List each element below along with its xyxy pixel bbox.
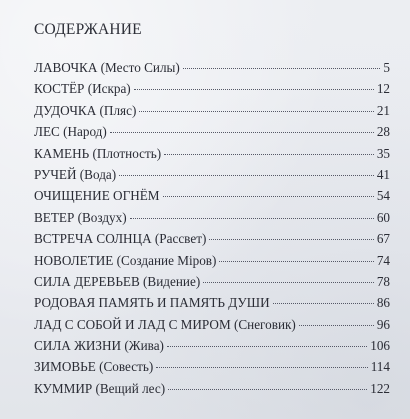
toc-entry-title: КОСТЁР (Искра) xyxy=(34,81,131,97)
toc-entry-page: 12 xyxy=(376,81,390,97)
toc-entry-page: 114 xyxy=(370,359,390,375)
dot-leader xyxy=(273,303,374,304)
toc-entry-page: 67 xyxy=(376,231,390,247)
toc-entry xyxy=(34,81,390,102)
toc-entry-page: 5 xyxy=(383,60,390,75)
dot-leader xyxy=(139,111,373,112)
toc-entry-title: ЗИМОВЬЕ (Совесть) xyxy=(34,359,154,375)
toc-entry-page: 41 xyxy=(376,166,390,182)
toc-entry xyxy=(34,317,390,338)
toc-entry-title: СИЛА ЖИЗНИ (Жива) xyxy=(34,338,164,354)
toc-entry xyxy=(34,359,390,380)
toc-entry-title: РУЧЕЙ (Вода) xyxy=(34,166,117,182)
toc-entry-page: 54 xyxy=(376,188,390,204)
dot-leader xyxy=(119,175,374,176)
dot-leader xyxy=(219,261,373,262)
toc-entry xyxy=(34,103,390,124)
toc-entry xyxy=(34,381,390,402)
toc-entry xyxy=(34,60,390,81)
toc-entry xyxy=(34,210,390,231)
dot-leader xyxy=(110,132,374,133)
dot-leader xyxy=(203,282,374,283)
toc-entry-page: 96 xyxy=(376,316,390,332)
toc-entry-title: ВСТРЕЧА СОЛНЦА (Рассвет) xyxy=(34,231,207,247)
toc-entry-title: КАМЕНЬ (Плотность) xyxy=(34,145,162,161)
toc-entry-page: 106 xyxy=(370,338,390,354)
dot-leader xyxy=(209,239,373,240)
toc-entry-page: 28 xyxy=(376,124,390,140)
dot-leader xyxy=(299,325,374,326)
toc-entry-page: 122 xyxy=(370,380,390,396)
dot-leader xyxy=(164,154,374,155)
toc-entry-title: НОВОЛЕТИЕ (Создание Міров) xyxy=(34,252,217,268)
dot-leader xyxy=(130,218,374,219)
toc-entry-page: 86 xyxy=(376,295,390,311)
page-title: СОДЕРЖАНИЕ xyxy=(34,21,142,38)
toc-entry xyxy=(34,124,390,145)
toc-entry xyxy=(34,338,390,359)
toc-entry xyxy=(34,188,390,209)
dot-leader xyxy=(156,367,367,368)
toc-entry-title: ЛЕС (Народ) xyxy=(34,124,107,140)
dot-leader xyxy=(183,68,381,69)
dot-leader xyxy=(163,196,374,197)
toc-entry-title: РОДОВАЯ ПАМЯТЬ И ПАМЯТЬ ДУШИ xyxy=(34,295,270,311)
toc-entry-page: 21 xyxy=(376,102,390,118)
toc-entry xyxy=(34,295,390,316)
toc-entry-page: 60 xyxy=(376,209,390,225)
toc-entry-title: КУММИР (Вещий лес) xyxy=(34,380,166,396)
toc-entry-page: 74 xyxy=(376,252,390,268)
toc-entry-title: ВЕТЕР (Воздух) xyxy=(34,209,127,225)
dot-leader xyxy=(168,389,367,390)
toc-entry-title: ДУДОЧКА (Пляс) xyxy=(34,102,137,118)
toc-entry-title: ЛАД С СОБОЙ И ЛАД С МИРОМ (Снеговик) xyxy=(34,316,296,332)
table-of-contents xyxy=(34,60,390,402)
dot-leader xyxy=(167,346,367,347)
toc-entry-title: СИЛА ДЕРЕВЬЕВ (Видение) xyxy=(34,273,201,289)
toc-entry xyxy=(34,146,390,167)
toc-entry xyxy=(34,167,390,188)
toc-entry-page: 35 xyxy=(376,145,390,161)
toc-entry-title: ЛАВОЧКА (Место Силы) xyxy=(34,60,180,75)
toc-entry xyxy=(34,231,390,252)
toc-entry-title: ОЧИЩЕНИЕ ОГНЁМ xyxy=(34,188,160,204)
dot-leader xyxy=(134,89,374,90)
toc-entry xyxy=(34,253,390,274)
toc-entry xyxy=(34,274,390,295)
toc-entry-page: 78 xyxy=(376,273,390,289)
